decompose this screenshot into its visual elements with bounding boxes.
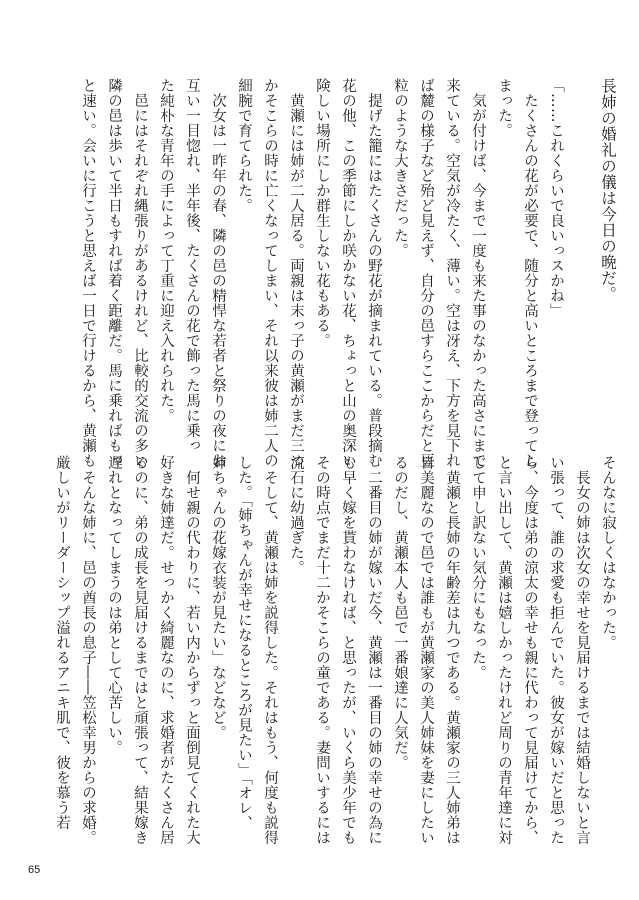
text-line: 皆美麗なので邑では誰もが黄瀬家の美人姉妹を妻にしたい — [418, 455, 434, 845]
text-line: い張って、誰の求愛も拒んでいた。彼女が嫁いだと思った — [548, 455, 564, 845]
text-line: 長女の姉は次女の幸せを見届けるまでは結婚しないと言 — [574, 455, 590, 845]
text-line: ば麓の様子など殆ど見えず、自分の邑すらここからだと豆 — [418, 78, 434, 468]
text-line: 黄瀬には姉が二人居る。両親は末っ子の黄瀬がまだ三つ — [288, 78, 304, 468]
text-line: ら、今度は弟の涼太の幸せも親に代わって見届けてから、 — [522, 455, 538, 845]
text-line: 姉ちゃんの花嫁衣装が見たい」などなど。 — [210, 455, 226, 740]
text-line: そんな姉に、邑の酋長の息子――笠松幸男からの求婚。 — [80, 455, 96, 845]
text-line: 花の他、この季節にしか咲かない花、ちょっと山の奥深い — [340, 78, 356, 468]
text-line: も早く嫁を貰わなければ、と思ったが、いくら美少年でも — [340, 455, 356, 845]
text-line: 厳しいがリーダーシップ溢れるアニキ肌で、彼を慕う若 — [54, 455, 70, 830]
text-line: と速い。会いに行こうと思えば一日で行けるから、黄瀬も — [80, 78, 96, 468]
text-line: と言い出して、黄瀬は嬉しかったけれど周りの青年達に対 — [496, 455, 512, 845]
text-line: 長姉の婚礼の儀は今日の晩だ。 — [599, 78, 617, 302]
text-line: その時点でまだ十二かそこらの童である。妻問いするには — [314, 455, 330, 845]
text-line: 粒のような大きさだった。 — [392, 78, 408, 258]
text-line: 互い一目惚れ、半年後、たくさんの花で飾った馬に乗っ — [184, 78, 200, 453]
text-line: 提げた籠にはたくさんの野花が摘まれている。普段摘む — [366, 78, 382, 468]
text-line: して申し訳ない気分にもなった。 — [470, 455, 486, 680]
text-line: た純朴な青年の手によって丁重に迎え入れられた。 — [158, 78, 174, 423]
text-line: 気が付けば、今まで一度も来た事のなかった高さにまで — [470, 78, 486, 468]
text-line: まった。 — [496, 78, 512, 138]
text-line: たくさんの花が必要で、随分と高いところまで登ってし — [522, 78, 538, 468]
text-line: 「……これくらいで良いっスかね」 — [548, 78, 564, 318]
text-line: るのだし、黄瀬本人も邑で一番娘達に人気だ。 — [392, 455, 408, 770]
text-line: 二番目の姉が嫁いだ今、黄瀬は一番目の姉の幸せの為に — [366, 455, 382, 845]
text-line: 黄瀬と長姉の年齢差は九つである。黄瀬家の三人姉弟は — [444, 455, 460, 845]
text-line: 細腕で育てられた。 — [236, 78, 252, 213]
text-line: 流石に幼過ぎた。 — [288, 455, 304, 575]
text-line: 好きな姉達だ。せっかく綺麗なのに、求婚者がたくさん居 — [158, 455, 174, 845]
text-line: そして、黄瀬は姉を説得した。それはもう、何度も説得 — [262, 455, 278, 845]
text-line: そんなに寂しくはなかった。 — [600, 455, 616, 650]
text-line — [569, 78, 595, 410]
text-block-lower — [21, 455, 621, 845]
text-line: 邑にはそれぞれ縄張りがあるけれど、比較的交流の多い — [132, 78, 148, 468]
text-line: かそこらの時に亡くなってしまい、それ以来彼は姉二人の — [262, 78, 278, 468]
text-line: した。「姉ちゃんが幸せになるところが見たい」「オレ、 — [236, 455, 252, 831]
text-line: 険しい場所にしか群生しない花もある。 — [314, 78, 330, 348]
text-block-upper — [21, 78, 621, 468]
text-line: るのに、弟の成長を見届けるまではと頑張って、結果嫁き — [132, 455, 148, 845]
page-number: 65 — [28, 864, 41, 876]
text-line: 遅れとなってしまうのは弟として心苦しい。 — [106, 455, 122, 755]
text-line: 隣の邑は歩いて半日もすれば着く距離だ。馬に乗ればもっ — [106, 78, 122, 468]
text-line: 来ている。空気が冷たく、薄い。空は冴え、下方を見下れ — [444, 78, 460, 468]
text-line: 何せ親の代わりに、若い内からずっと面倒見てくれた大 — [184, 455, 200, 845]
text-line: 次女は一昨年の春、隣の邑の精悍な若者と祭りの夜にお — [210, 78, 226, 468]
